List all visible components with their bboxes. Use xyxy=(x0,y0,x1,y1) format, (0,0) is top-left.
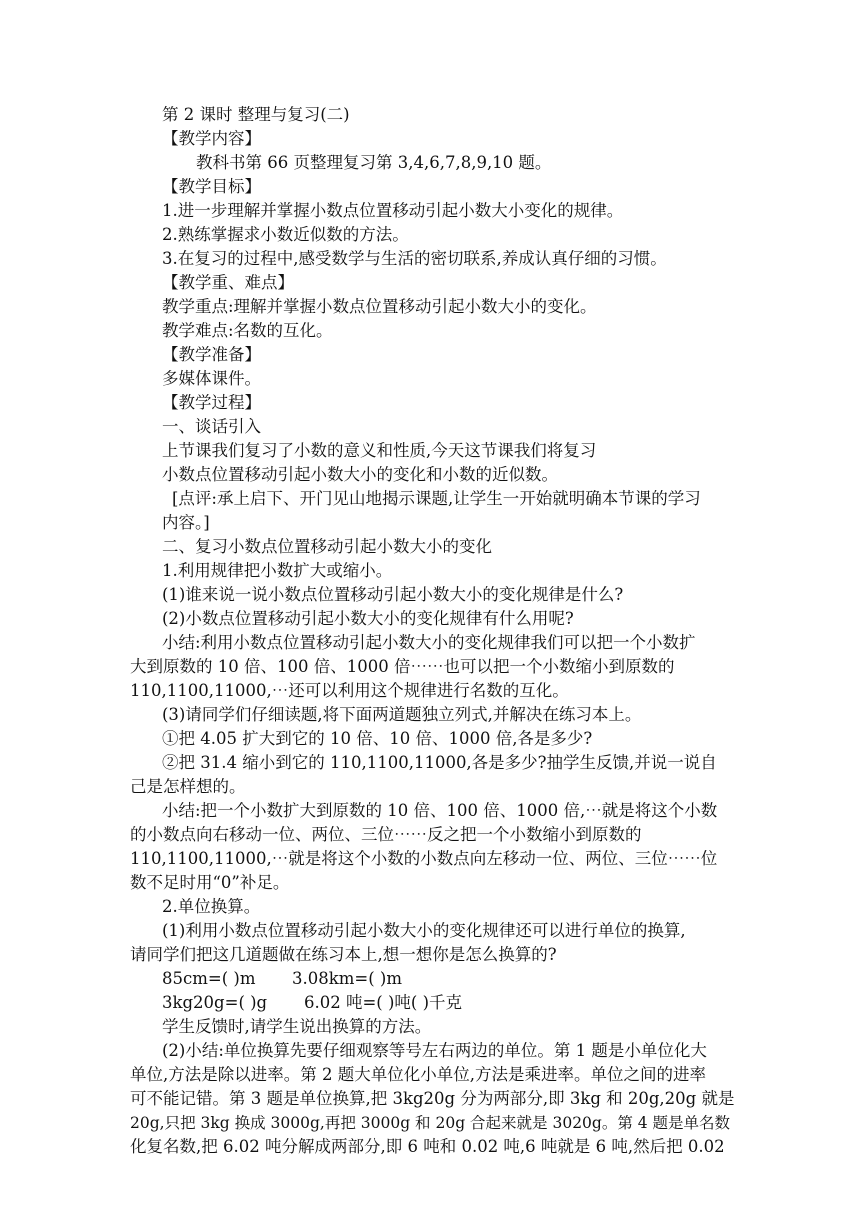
summary-1-line-3: 110,1100,11000,⋯还可以利用这个规律进行名数的互化。 xyxy=(130,681,569,700)
goal-2: 2.熟练掌握求小数近似数的方法。 xyxy=(162,225,409,244)
item-2-title: 2.单位换算。 xyxy=(162,897,261,916)
intro-line-1: 上节课我们复习了小数的意义和性质,今天这节课我们将复习 xyxy=(162,441,597,460)
comment-line-2: 内容。] xyxy=(162,513,210,532)
conversion-1a: 85cm=( )m xyxy=(162,969,256,988)
heading-preparation: 【教学准备】 xyxy=(162,345,261,364)
summary-1-line-2: 大到原数的 10 倍、100 倍、1000 倍⋯⋯也可以把一个小数缩小到原数的 xyxy=(130,657,675,676)
preparation-text: 多媒体课件。 xyxy=(162,369,261,388)
goal-3: 3.在复习的过程中,感受数学与生活的密切联系,养成认真仔细的习惯。 xyxy=(162,249,667,268)
heading-teaching-content: 【教学内容】 xyxy=(162,129,261,148)
exercise-2-line-2: 己是怎样想的。 xyxy=(130,777,246,796)
unit-summary-line-3: 可不能记错。第 3 题是单位换算,把 3kg20g 分为两部分,即 3kg 和 20g,20g 就是 xyxy=(130,1089,735,1108)
unit-summary-line-1: (2)小结:单位换算先要仔细观察等号左右两边的单位。第 1 题是小单位化大 xyxy=(162,1041,707,1060)
intro-line-2: 小数点位置移动引起小数大小的变化和小数的近似数。 xyxy=(162,465,558,484)
conversion-1b: 3.08km=( )m xyxy=(292,969,402,988)
exercise-2-line-1: ②把 31.4 缩小到它的 110,1100,11000,各是多少?抽学生反馈,并说一说自 xyxy=(162,753,717,772)
summary-2-line-2: 的小数点向右移动一位、两位、三位⋯⋯反之把一个小数缩小到原数的 xyxy=(130,825,642,844)
heading-process: 【教学过程】 xyxy=(162,393,261,412)
goal-1: 1.进一步理解并掌握小数点位置移动引起小数大小变化的规律。 xyxy=(162,201,624,220)
section-2-title: 二、复习小数点位置移动引起小数大小的变化 xyxy=(162,537,492,556)
unit-summary-line-2: 单位,方法是除以进率。第 2 题大单位化小单位,方法是乘进率。单位之间的进率 xyxy=(130,1065,706,1084)
summary-2-line-1: 小结:把一个小数扩大到原数的 10 倍、100 倍、1000 倍,⋯就是将这个小数 xyxy=(162,801,718,820)
section-1-title: 一、谈话引入 xyxy=(162,417,261,436)
difficulty: 教学难点:名数的互化。 xyxy=(162,321,333,340)
conversion-2b: 6.02 吨=( )吨( )千克 xyxy=(304,993,463,1012)
heading-key-points: 【教学重、难点】 xyxy=(162,273,294,292)
question-3: (3)请同学们仔细读题,将下面两道题独立列式,并解决在练习本上。 xyxy=(162,705,642,724)
unit-summary-line-5: 化复名数,把 6.02 吨分解成两部分,即 6 吨和 0.02 吨,6 吨就是 6 吨,然后把 0.02 xyxy=(130,1137,725,1156)
summary-2-line-3: 110,1100,11000,⋯就是将这个小数的小数点向左移动一位、两位、三位⋯⋯位 xyxy=(130,849,718,868)
question-2: (2)小数点位置移动引起小数大小的变化规律有什么用呢? xyxy=(162,609,574,628)
item-1-title: 1.利用规律把小数扩大或缩小。 xyxy=(162,561,393,580)
lesson-title: 第 2 课时 整理与复习(二) xyxy=(162,105,350,124)
heading-teaching-goals: 【教学目标】 xyxy=(162,177,261,196)
exercise-1: ①把 4.05 扩大到它的 10 倍、10 倍、1000 倍,各是多少? xyxy=(162,729,593,748)
conversion-2a: 3kg20g=( )g xyxy=(162,993,268,1012)
comment-line-1: [点评:承上启下、开门见山地揭示课题,让学生一开始就明确本节课的学习 xyxy=(172,489,701,508)
key-point: 教学重点:理解并掌握小数点位置移动引起小数大小的变化。 xyxy=(162,297,597,316)
content-text: 教科书第 66 页整理复习第 3,4,6,7,8,9,10 题。 xyxy=(196,153,552,172)
unit-intro-line-2: 请同学们把这几道题做在练习本上,想一想你是怎么换算的? xyxy=(130,945,557,964)
summary-2-line-4: 数不足时用“0”补足。 xyxy=(130,873,290,892)
unit-summary-line-4: 20g,只把 3kg 换成 3000g,再把 3000g 和 20g 合起来就是 3020g。第 4 题是单名数 xyxy=(130,1114,731,1132)
feedback-text: 学生反馈时,请学生说出换算的方法。 xyxy=(162,1017,432,1036)
summary-1-line-1: 小结:利用小数点位置移动引起小数大小的变化规律我们可以把一个小数扩 xyxy=(162,633,696,652)
question-1: (1)谁来说一说小数点位置移动引起小数大小的变化规律是什么? xyxy=(162,585,624,604)
unit-intro-line-1: (1)利用小数点位置移动引起小数大小的变化规律还可以进行单位的换算, xyxy=(162,921,686,940)
